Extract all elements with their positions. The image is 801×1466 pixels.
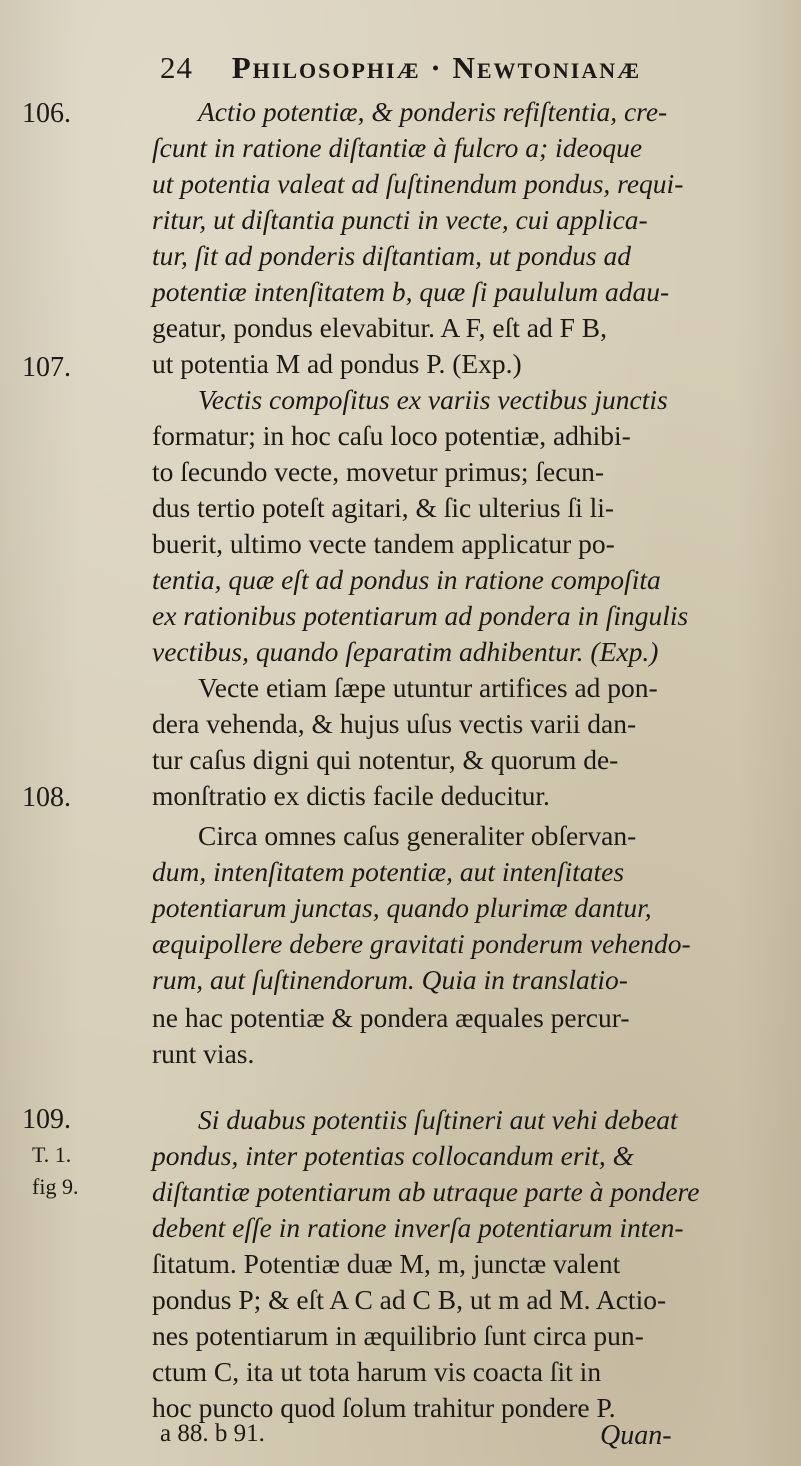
text-line: buerit, ultimo vecte tandem applicatur po- <box>152 528 615 559</box>
section-number-107: 107. <box>22 352 71 383</box>
text-line: geatur, pondus elevabitur. A F, eſt ad F B, <box>152 312 607 343</box>
text-line: ex rationibus potentiarum ad pondera in ſingulis <box>152 600 689 631</box>
text-line: Si duabus potentiis ſuſtineri aut vehi debeat <box>198 1104 678 1135</box>
text-line: ritur, ut diſtantia puncti in vecte, cui applica- <box>152 204 648 235</box>
text-line: Circa omnes caſus generaliter obſervan- <box>198 820 637 851</box>
section-number-108: 108. <box>22 782 71 813</box>
text-line: Actio potentiæ, & ponderis refiſtentia, cre- <box>198 96 668 127</box>
section-number-109: 109. <box>22 1104 71 1135</box>
text-line: hoc puncto quod ſolum trahitur pondere P. <box>152 1392 616 1423</box>
figure-reference: fig 9. <box>32 1174 79 1199</box>
plate-reference: T. 1. <box>32 1142 72 1167</box>
text-line: pondus, inter potentias collocandum erit, & <box>152 1140 634 1171</box>
footnote-references: a 88. b 91. <box>160 1420 265 1447</box>
section-number-106: 106. <box>22 98 71 129</box>
text-line: æquipollere debere gravitati ponderum vehendo- <box>152 928 691 959</box>
text-line: to ſecundo vecte, movetur primus; ſecun- <box>152 456 605 487</box>
text-line: dera vehenda, & hujus uſus vectis varii dan- <box>152 708 637 739</box>
text-line: ſitatum. Potentiæ duæ M, m, junctæ valent <box>152 1248 621 1279</box>
text-line: ut potentia M ad pondus P. (Exp.) <box>152 348 522 379</box>
text-line: diſtantiæ potentiarum ab utraque parte à pondere <box>152 1176 700 1207</box>
text-line: ut potentia valeat ad ſuſtinendum pondus, requi- <box>152 168 684 199</box>
text-line: pondus P; & eſt A C ad C B, ut m ad M. Actio- <box>152 1284 667 1315</box>
text-line: ctum C, ita ut tota harum vis coacta ſit in <box>152 1356 602 1387</box>
running-header <box>160 50 641 86</box>
text-line: dus tertio poteſt agitari, & ſic ulterius ſi li- <box>152 492 615 523</box>
text-line: formatur; in hoc caſu loco potentiæ, adhibi- <box>152 420 631 451</box>
text-line: monſtratio ex dictis facile deducitur. <box>152 780 550 811</box>
text-line: tur, ſit ad ponderis diſtantiam, ut pondus ad <box>152 240 631 271</box>
text-line: dum, intenſitatem potentiæ, aut intenſitates <box>152 856 625 887</box>
running-title: Philosophiæ · Newtonianæ <box>231 50 642 85</box>
text-line: Vectis compoſitus ex variis vectibus junctis <box>198 384 668 415</box>
text-line: ne hac potentiæ & pondera æquales percur- <box>152 1002 630 1033</box>
text-line: Vecte etiam ſæpe utuntur artifices ad pon- <box>198 672 658 703</box>
text-line: runt vias. <box>152 1038 255 1069</box>
text-line: vectibus, quando ſeparatim adhibentur. (Exp.) <box>152 636 659 667</box>
text-line: debent eſſe in ratione inverſa potentiarum inten- <box>152 1212 684 1243</box>
page-number: 24 <box>160 50 193 85</box>
text-line: nes potentiarum in æquilibrio ſunt circa pun- <box>152 1320 644 1351</box>
text-line: tentia, quæ eſt ad pondus in ratione compoſita <box>152 564 661 595</box>
text-line: rum, aut ſuſtinendorum. Quia in translatio- <box>152 964 628 995</box>
text-line: potentiæ intenſitatem b, quæ ſi paululum adau- <box>152 276 670 307</box>
text-line: potentiarum junctas, quando plurimæ dantur, <box>152 892 652 923</box>
catchword: Quan- <box>600 1420 672 1451</box>
text-line: ſcunt in ratione diſtantiæ à fulcro a; ideoque <box>152 132 643 163</box>
text-line: tur caſus digni qui notentur, & quorum de- <box>152 744 619 775</box>
